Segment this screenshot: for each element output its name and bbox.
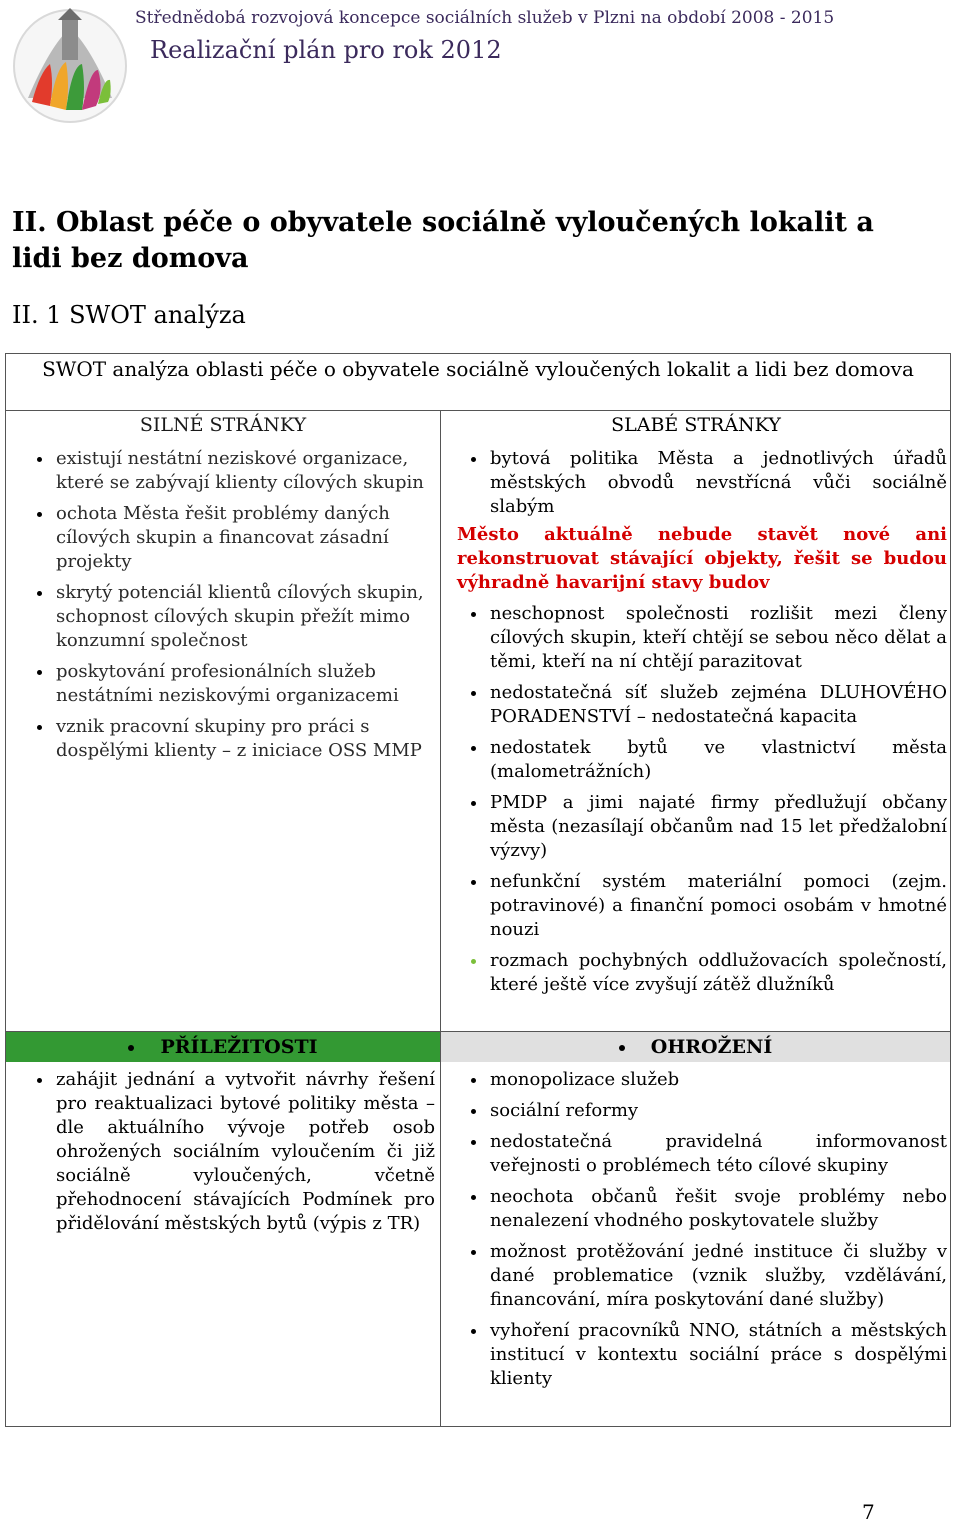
opportunities-header-label: PŘÍLEŽITOSTI [160,1036,318,1058]
weaknesses-list-first [457,447,947,526]
list-item: PMDP a jimi najaté firmy předlužují občany města (nezasílají občanům nad 15 let předžalobní výzvy) [457,791,947,863]
list-item: vyhoření pracovníků NNO, státních a městských institucí v kontextu sociální práce s dospělými klienty [457,1319,947,1391]
page-number: 7 [862,1500,875,1524]
list-item: nefunkční systém materiální pomoci (zejm. potravinové) a finanční pomoci osobám v hmotné nouzi [457,870,947,942]
threats-header [441,1032,950,1062]
list-item: vznik pracovní skupiny pro práci s dospělými klienty – z iniciace OSS MMP [23,715,428,763]
list-item: nedostatečná pravidelná informovanost veřejnosti o problémech této cílové skupiny [457,1130,947,1178]
divider [440,1032,441,1426]
list-item: poskytování profesionálních služeb nestátními neziskovými organizacemi [23,660,428,708]
bullet-icon [619,1045,625,1051]
list-item: bytová politika Města a jednotlivých úřadů městských obvodů nevstřícná vůči sociálně slabým [457,447,947,519]
strengths-header: SILNÉ STRÁNKY [139,414,307,436]
document-header-subtitle: Realizační plán pro rok 2012 [150,36,502,64]
swot-caption: SWOT analýza oblasti péče o obyvatele sociálně vyloučených lokalit a lidi bez domova [42,357,914,381]
subsection-title: II. 1 SWOT analýza [12,301,246,329]
list-item: rozmach pochybných oddlužovacích společností, které ještě více zvyšují zátěž dlužníků [457,949,947,997]
strengths-list [23,447,428,770]
weakness-note: Město aktuálně nebude stavět nové ani rekonstruovat stávající objekty, řešit se budou výhradně havarijní stavy budov [457,524,947,593]
list-item: sociální reformy [457,1099,947,1123]
bullet-icon [128,1045,134,1051]
opportunities-header [6,1032,440,1062]
city-logo-icon [10,6,130,126]
divider [440,410,441,1032]
list-item: možnost protěžování jedné instituce či služby v dané problematice (vznik služby, vzdělávání, financování, míra poskytování dané služby) [457,1240,947,1312]
opportunities-list [23,1068,435,1243]
document-header-title: Střednědobá rozvojová koncepce sociálních služeb v Plzni na období 2008 - 2015 [135,8,835,28]
weaknesses-list [457,602,947,1004]
list-item: ochota Města řešit problémy daných cílových skupin a financovat zásadní projekty [23,502,428,574]
weaknesses-header: SLABÉ STRÁNKY [611,414,781,436]
section-title: II. Oblast péče o obyvatele sociálně vyloučených lokalit a lidi bez domova [12,207,874,274]
threats-list [457,1068,947,1398]
list-item: nedostatečná síť služeb zejména DLUHOVÉHO PORADENSTVÍ – nedostatečná kapacita [457,681,947,729]
list-item: nedostatek bytů ve vlastnictví města (malometrážních) [457,736,947,784]
list-item: neochota občanů řešit svoje problémy nebo nenalezení vhodného poskytovatele služby [457,1185,947,1233]
swot-table [5,353,951,1427]
list-item: skrytý potenciál klientů cílových skupin, schopnost cílových skupin přežít mimo konzumní společnost [23,581,428,653]
list-item: zahájit jednání a vytvořit návrhy řešení pro reaktualizaci bytové politiky města – dle aktuálního vývoje potřeb osob ohrožených sociálním vyloučením či již sociálně vyloučených, včetně přehodnocení stávajících Podmínek pro přidělování městských bytů (výpis z TR) [23,1068,435,1236]
list-item: existují nestátní neziskové organizace, které se zabývají klienty cílových skupin [23,447,428,495]
list-item: monopolizace služeb [457,1068,947,1092]
threats-header-label: OHROŽENÍ [650,1036,773,1058]
list-item: neschopnost společnosti rozlišit mezi členy cílových skupin, kteří chtějí se sebou něco dělat a těmi, kteří na ní chtějí parazitovat [457,602,947,674]
